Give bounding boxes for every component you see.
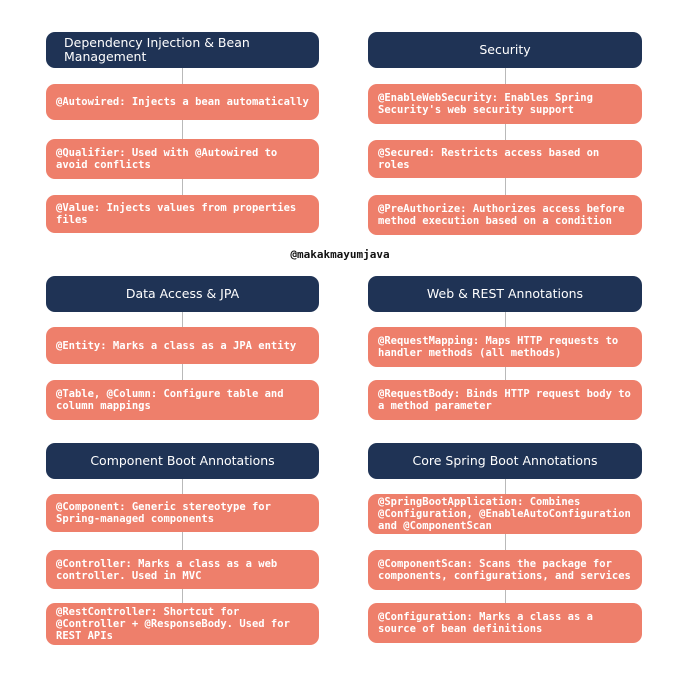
section-header-component-boot: Component Boot Annotations [46, 443, 319, 479]
annotation-card-autowired: @Autowired: Injects a bean automatically [46, 84, 319, 120]
section-header-data-access-jpa: Data Access & JPA [46, 276, 319, 312]
annotation-card-qualifier: @Qualifier: Used with @Autowired to avoid conflicts [46, 139, 319, 179]
annotation-card-restcontroller: @RestController: Shortcut for @Controller + @ResponseBody. Used for REST APIs [46, 603, 319, 645]
annotation-card-secured: @Secured: Restricts access based on roles [368, 140, 642, 178]
section-header-core-spring-boot: Core Spring Boot Annotations [368, 443, 642, 479]
annotation-card-requestmapping: @RequestMapping: Maps HTTP requests to handler methods (all methods) [368, 327, 642, 367]
annotation-card-value: @Value: Injects values from properties files [46, 195, 319, 233]
section-header-security: Security [368, 32, 642, 68]
annotation-card-enablewebsecurity: @EnableWebSecurity: Enables Spring Security's web security support [368, 84, 642, 124]
section-header-web-rest: Web & REST Annotations [368, 276, 642, 312]
annotation-card-component: @Component: Generic stereotype for Spring-managed components [46, 494, 319, 532]
annotation-card-entity: @Entity: Marks a class as a JPA entity [46, 327, 319, 364]
section-header-dependency-injection: Dependency Injection & Bean Management [46, 32, 319, 68]
watermark-handle: @makakmayumjava [290, 248, 390, 261]
annotation-card-requestbody: @RequestBody: Binds HTTP request body to a method parameter [368, 380, 642, 420]
annotation-card-configuration: @Configuration: Marks a class as a source of bean definitions [368, 603, 642, 643]
annotation-card-controller: @Controller: Marks a class as a web controller. Used in MVC [46, 550, 319, 589]
annotation-card-componentscan: @ComponentScan: Scans the package for components, configurations, and services [368, 550, 642, 590]
annotation-card-preauthorize: @PreAuthorize: Authorizes access before method execution based on a condition [368, 195, 642, 235]
annotation-card-table-column: @Table, @Column: Configure table and column mappings [46, 380, 319, 420]
annotation-card-springbootapplication: @SpringBootApplication: Combines @Configuration, @EnableAutoConfiguration and @ComponentScan [368, 494, 642, 534]
